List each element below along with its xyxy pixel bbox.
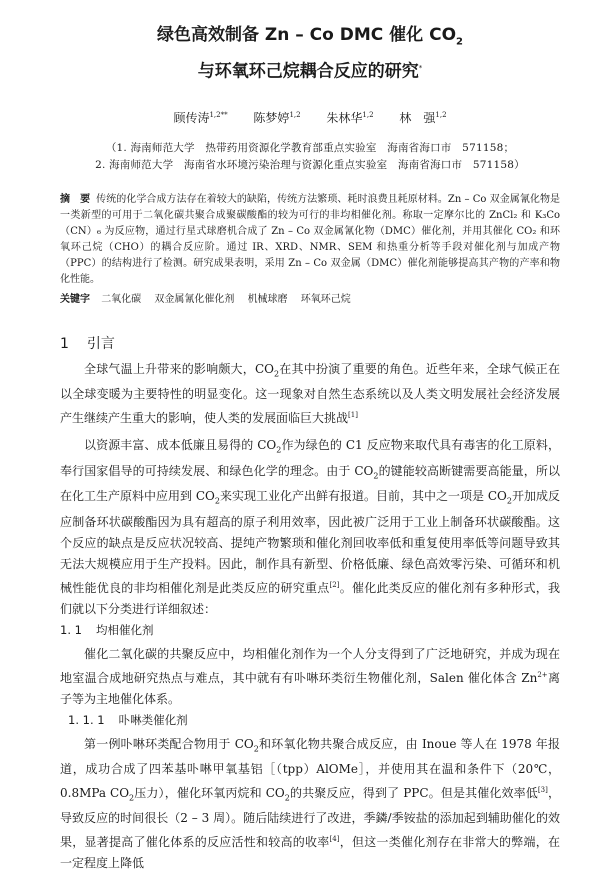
author: 陈梦婷$^{1,2}$ (253, 111, 301, 126)
affiliations (60, 140, 560, 174)
keywords (60, 290, 560, 305)
section-heading: 1 引言 (60, 336, 115, 353)
title-line-1 (60, 0, 560, 55)
affiliation-1: （1. 海南师范大学 热带药用资源化学教育部重点实验室 海南省海口市 571158； (105, 142, 515, 155)
paragraph-4: 第一例卟啉环类配合物用于 $CO_2$和环氧化物共聚合成反应，由 Inoue 等人在 1978 年报道，成功合成了四苯基卟啉甲氧基铝［（tpp）AlOMe］，并使用其在温和条件下（20℃，0.8MPa $CO_2$压力），催化环氧丙烷和 $CO_2$的共聚反应，得到了 PPC。但是其催化效率低[3]，导致反应的时间很长（2 – 3 周）。随后陆续进行了改进，季鏻/季铵盐的添加起到辅助催化的效果，显著提高了催化体系的反应活性和较高的收率[4]，但这一类催化剂存在非常大的弊端，在一定程度上降低 (60, 736, 560, 871)
affiliation-2: 2. 海南师范大学 海南省水环境污染治理与资源化重点实验室 海南省海口市 571158） (95, 159, 525, 172)
paragraph-3: 催化二氧化碳的共聚反应中，均相催化剂作为一个人分支得到了广泛地研究，并成为现在地室温合成地研究热点与难点，其中就有有卟啉环类衍生物催化剂，Salen 催化体含 $Zn^{2+}$离子等为主地催化体系。 (60, 646, 560, 706)
author: 顾传涛$^{1,2**}$ (173, 111, 228, 126)
paragraph-1: 全球气温上升带来的影响颇大，$CO_2$在其中扮演了重要的角色。近些年来，全球气候正在以全球变暖为主要特性的明显变化。这一现象对自然生态系统以及人类文明发展社会经济发展产生继续产生重大的影响，使人类的发展面临巨大挑战[1] (60, 362, 560, 426)
title-footnote-mark: * (418, 64, 423, 73)
paragraph-2: 以资源丰富、成本低廉且易得的 $CO_2$作为绿色的 C1 反应物来取代具有毒害的化工原料，奉行国家倡导的可持续发展、和绿色化学的理念。由于 $CO_2$的键能较高断键需要高能量，所以在化工生产原料中应用到 $CO_2$来实现工业化产出鲜有报道。目前，其中之一项是 $CO_2$开加成反应制备环状碳酸酯因为具有超高的原子利用效率，因此被广泛用于工业上制备环状碳酸酯。这个反应的缺点是反应状况较高、提纯产物繁琐和催化剂回收率低和重复使用率低等问题导致其无法大规模应用于生产投料。因此，制作具有新型、价格低廉、绿色高效零污染、可循环和机械性能优良的非均相催化剂是此类反应的研究重点[2]。催化此类反应的催化剂有多种形式，我们就以下分类进行详细叙述： (60, 438, 560, 616)
abstract-text: 传统的化学合成方法存在着较大的缺陷，传统方法繁琐、耗时浪费且耗原材料。Zn – Co 双金属氰化物是一类新型的可用于二氧化碳共聚合成聚碳酸酯的较为可行的非均相催化剂。称取一定摩尔比的 ZnCl₂ 和 K₃Co（CN）₆ 为反应物，通过行星式球磨机合成了 Zn – Co 双金属氰化物（DMC）催化剂，并用其催化 CO₂ 和环氧环己烷（CHO）的耦合反应阶。通过 IR、XRD、NMR、SEM 和热重分析等手段对催化剂与加成产物（PPC）的结构进行了检测。研究成果表明，采用 Zn – Co 双金属（DMC）催化剂能够提高其产物的产率和物化性能。 (60, 194, 560, 286)
subsubsection-heading: 1. 1. 1 卟啉类催化剂 (68, 712, 188, 727)
keyword: 双金属氰化催化剂 (154, 294, 235, 306)
title-text-2: 与环氧环己烷耦合反应的研究 (197, 62, 419, 83)
abstract (60, 192, 560, 288)
abstract-label: 摘 要 (60, 194, 91, 206)
title-text-1: 绿色高效制备 Zn – Co DMC 催化 CO (157, 25, 457, 45)
keyword: 机械球磨 (247, 294, 288, 306)
keyword: 二氧化碳 (101, 294, 142, 306)
title-line-2 (60, 55, 560, 85)
author: 朱林华$^{1,2}$ (326, 111, 374, 126)
subsection-heading: 1. 1 均相催化剂 (60, 622, 154, 637)
author: 林 强$^{1,2}$ (399, 111, 447, 126)
keyword: 环氧环己烷 (300, 294, 351, 306)
title-subscript: 2 (456, 36, 463, 48)
keywords-label: 关键字 (60, 294, 90, 306)
author-list (60, 109, 560, 126)
